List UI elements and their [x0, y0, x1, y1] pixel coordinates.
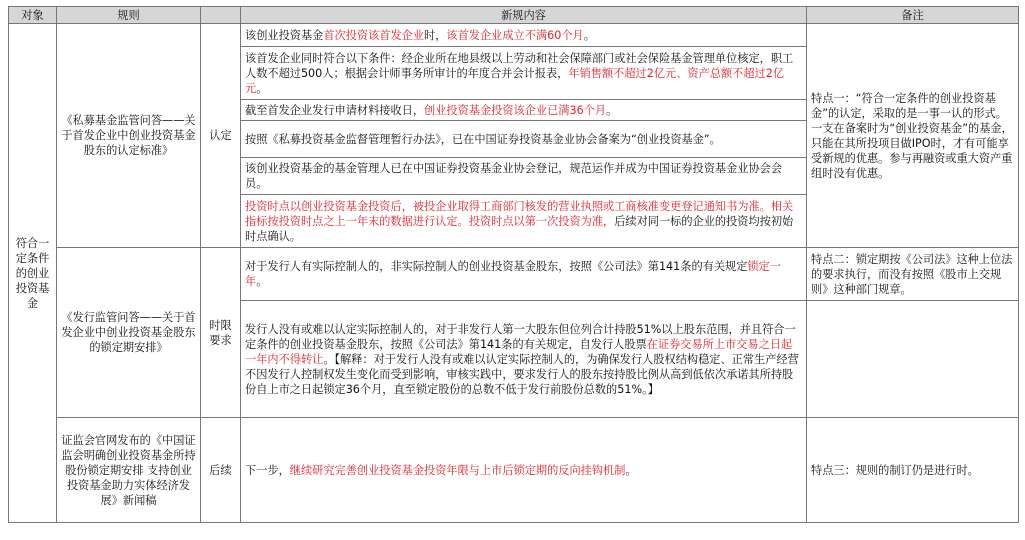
text-segment: 截至首发企业发行申请材料接收日， [245, 103, 425, 117]
text-segment: 发行人没有或难以认定实际控制人的，对于非发行人第一大股东但位列合计持股51%以上股东范围，并且符合一定条件的创业投资基金股东，按照《公司法》第141条的有关规定，自发行人股票 [245, 322, 796, 351]
content-cell: 该创业投资基金的基金管理人已在中国证券投资基金业协会登记，规范运作并成为中国证券投资基金业协会会员。 [241, 158, 807, 195]
remark-cell-2b [807, 301, 1019, 418]
highlight-text: 年销售额不超过2亿元、资产总额不超过2亿元 [245, 66, 785, 95]
table-row [9, 24, 1019, 47]
header-content: 新规内容 [241, 7, 807, 24]
text-segment: 。 [606, 103, 618, 117]
text-segment: 该创业投资基金 [245, 28, 324, 42]
rule-cell-1: 《私募基金监管问答——关于首发企业中创业投资基金股东的认定标准》 [57, 24, 201, 248]
type-cell-1: 认定 [201, 24, 241, 248]
table-row [9, 248, 1019, 301]
text-segment: 。 [625, 463, 637, 477]
content-cell [241, 100, 807, 121]
text-segment: 。 [583, 28, 595, 42]
type-cell-2: 时限要求 [201, 248, 241, 418]
text-segment: 下一步， [245, 463, 290, 477]
text-segment: 时， [424, 28, 447, 42]
table-row [9, 418, 1019, 523]
text-segment: 。 [256, 81, 268, 95]
object-cell: 符合一定条件的创业投资基金 [9, 24, 57, 523]
header-row [9, 7, 1019, 24]
remark-cell-2: 特点二：锁定期按《公司法》这种上位法的要求执行，而没有按照《股市上交规则》这种部门规章。 [807, 248, 1019, 301]
text-segment: 该首发企业同时符合以下条件：经企业所在地县级以上劳动和社会保障部门或社会保险基金管理单位核定，职工人数不超过500人；根据会计师事务所审计的年度合并会计报表， [245, 51, 794, 80]
remark-cell-3: 特点三：规则的制订仍是进行时。 [807, 418, 1019, 523]
content-cell [241, 24, 807, 47]
text-segment: 对于发行人有实际控制人的，非实际控制人的创业投资基金股东，按照《公司法》第141条的有关规定 [245, 260, 748, 273]
highlight-text: 投资时点以创业投资基金投资后，被投企业取得工商部门核发的营业执照或工商核准变更登记通知书为准。相关指标按投资时点之上一年末的数据进行认定。投资时点以第一次投资为准， [245, 199, 794, 228]
content-cell [241, 195, 807, 248]
text-segment: 后续对同一标的企业的投资均按初始时点确认。 [245, 214, 794, 243]
header-object: 对象 [9, 7, 57, 24]
highlight-text: 锁定一年 [245, 260, 781, 288]
content-cell [241, 301, 807, 418]
remark-cell-1: 特点一：“符合一定条件的创业投资基金”的认定，采取的是一事一认的形式。一支在备案时为“创业投资基金”的基金，只能在其所投项目做IPO时，才有可能享受新规的优惠。参与再融资或重大资产重组时没有优惠。 [807, 24, 1019, 248]
rule-cell-3: 证监会官网发布的《中国证监会明确创业投资基金所持股份锁定期安排 支持创业投资基金助力实体经济发展》新闻稿 [57, 418, 201, 523]
highlight-text: 该首发企业成立不满60个月 [446, 28, 584, 42]
content-cell: 按照《私募投资基金监督管理暂行办法》，已在中国证券投资基金业协会备案为“创业投资基金”。 [241, 121, 807, 158]
highlight-text: 创业投资基金投资该企业已满36个月 [424, 103, 607, 117]
highlight-text: 继续研究完善创业投资基金投资年限与上市后锁定期的反向挂钩机制 [289, 463, 626, 477]
header-remark: 备注 [807, 7, 1019, 24]
header-type [201, 7, 241, 24]
rules-table-container [8, 6, 1018, 530]
content-cell [241, 248, 807, 301]
content-cell [241, 418, 807, 523]
text-segment: 。 [256, 275, 268, 288]
highlight-text: 首次投资该首发企业 [323, 28, 425, 42]
type-cell-3: 后续 [201, 418, 241, 523]
content-cell [241, 47, 807, 100]
header-rule: 规则 [57, 7, 201, 24]
highlight-text: 在证券交易所上市交易之日起一年内不得转让 [245, 337, 793, 366]
text-segment: 。【解释：对于发行人没有或难以认定实际控制人的，为确保发行人股权结构稳定、正常生产经营不因发行人控制权发生变化而受到影响，审核实践中，要求发行人的股东按持股比例从高到低依次承诺其所持股份自上市之日起锁定36个月，直至锁定股份的总数不低于发行前股份总数的51%。】 [245, 352, 799, 396]
rule-cell-2: 《发行监管问答——关于首发企业中创业投资基金股东的锁定期安排》 [57, 248, 201, 418]
rules-table [8, 6, 1019, 523]
